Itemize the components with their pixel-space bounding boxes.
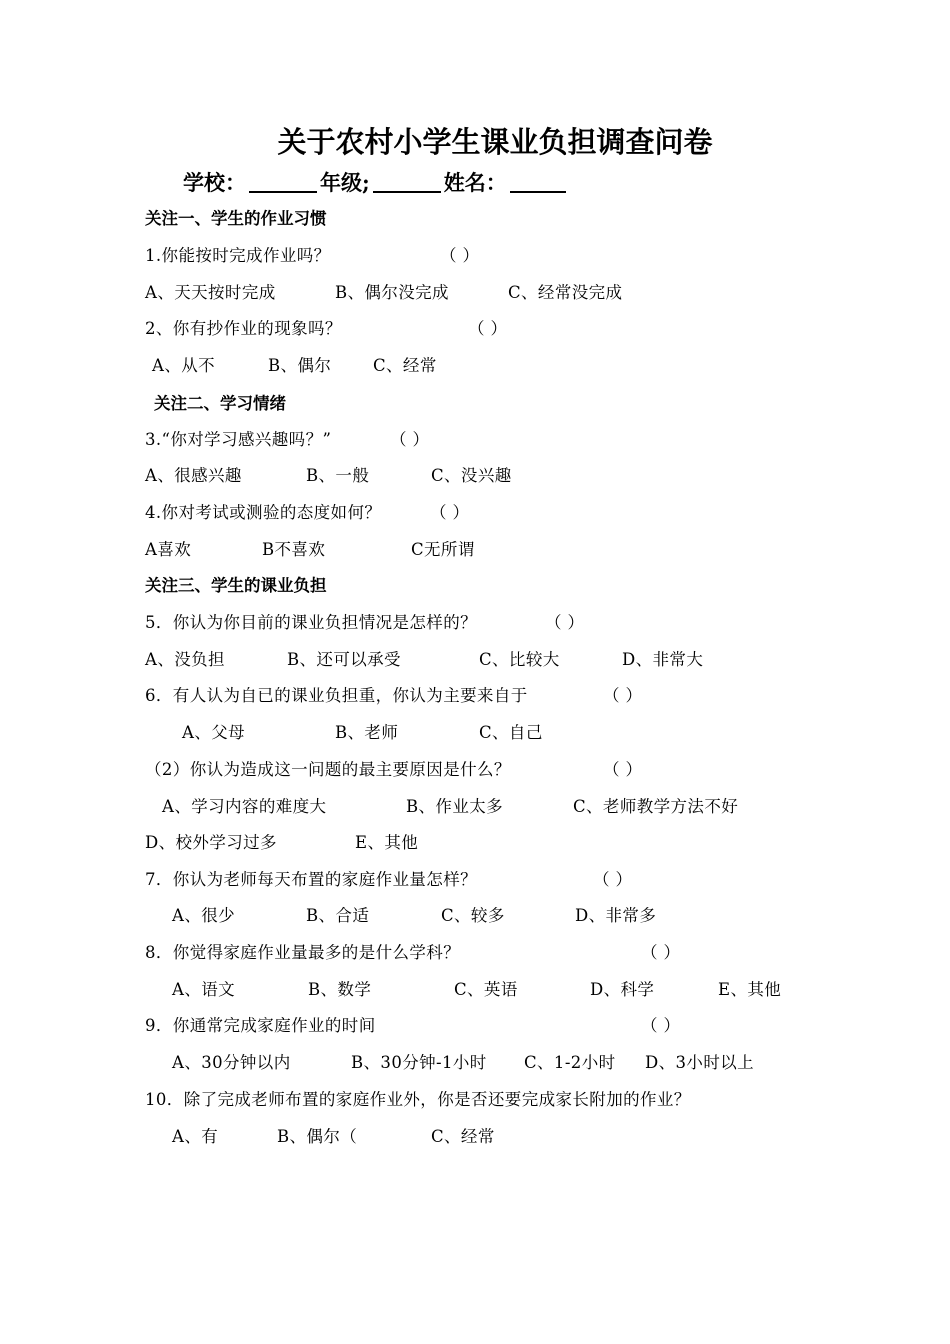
question-9: 9．你通常完成家庭作业的时间 <box>145 1016 376 1035</box>
q2-option-c[interactable]: C、经常 <box>373 356 437 375</box>
question-2-answer-paren[interactable]: （ ） <box>468 319 508 338</box>
q8-option-e[interactable]: E、其他 <box>718 980 782 999</box>
q6-option-a[interactable]: A、父母 <box>182 723 246 742</box>
q4-option-a[interactable]: A喜欢 <box>145 540 192 559</box>
q8-option-c[interactable]: C、英语 <box>454 980 518 999</box>
question-1-answer-paren[interactable]: （ ） <box>440 246 480 265</box>
question-7: 7．你认为老师每天布置的家庭作业量怎样？ <box>145 870 477 889</box>
q7-option-b[interactable]: B、合适 <box>306 906 370 925</box>
question-8: 8．你觉得家庭作业量最多的是什么学科？ <box>145 943 461 962</box>
q6-2-option-a[interactable]: A、学习内容的难度大 <box>162 797 327 816</box>
section-2-heading: 关注二、学习情绪 <box>154 394 286 413</box>
question-9-answer-paren[interactable]: （ ） <box>641 1016 681 1035</box>
q2-option-a[interactable]: A、从不 <box>152 356 216 375</box>
student-info-header <box>183 171 569 193</box>
q1-option-a[interactable]: A、天天按时完成 <box>145 283 276 302</box>
name-blank[interactable] <box>510 171 566 193</box>
question-8-answer-paren[interactable]: （ ） <box>641 943 681 962</box>
page-title: 关于农村小学生课业负担调查问卷 <box>277 125 713 159</box>
q10-option-a[interactable]: A、有 <box>172 1127 219 1146</box>
q6-2-option-b[interactable]: B、作业太多 <box>406 797 504 816</box>
question-3: 3.“你对学习感兴趣吗？” <box>145 430 332 449</box>
q6-option-c[interactable]: C、自己 <box>479 723 543 742</box>
school-blank[interactable] <box>249 171 317 193</box>
name-label: 姓名： <box>443 170 507 195</box>
q7-option-d[interactable]: D、非常多 <box>575 906 657 925</box>
q9-option-a[interactable]: A、30分钟以内 <box>172 1053 291 1072</box>
question-6-answer-paren[interactable]: （ ） <box>603 686 643 705</box>
q6-2-option-c[interactable]: C、老师教学方法不好 <box>573 797 739 816</box>
q7-option-a[interactable]: A、很少 <box>172 906 236 925</box>
question-2: 2、你有抄作业的现象吗？ <box>145 319 342 338</box>
q9-option-d[interactable]: D、3小时以上 <box>645 1053 755 1072</box>
q7-option-c[interactable]: C、较多 <box>441 906 505 925</box>
question-1: 1.你能按时完成作业吗？ <box>145 246 331 265</box>
question-6-2: （2）你认为造成这一问题的最主要原因是什么？ <box>145 760 511 779</box>
q6-2-option-e[interactable]: E、其他 <box>355 833 419 852</box>
q8-option-a[interactable]: A、语文 <box>172 980 236 999</box>
question-5: 5．你认为你目前的课业负担情况是怎样的？ <box>145 613 477 632</box>
q8-option-d[interactable]: D、科学 <box>590 980 655 999</box>
q6-2-option-d[interactable]: D、校外学习过多 <box>145 833 277 852</box>
q9-option-b[interactable]: B、30分钟-1小时 <box>351 1053 487 1072</box>
section-1-heading: 关注一、学生的作业习惯 <box>145 209 327 228</box>
grade-blank[interactable] <box>373 171 441 193</box>
grade-label: 年级; <box>320 170 370 195</box>
section-3-heading: 关注三、学生的课业负担 <box>145 576 327 595</box>
question-6-2-answer-paren[interactable]: （ ） <box>603 760 643 779</box>
q10-option-b[interactable]: B、偶尔（ <box>277 1127 358 1146</box>
q5-option-a[interactable]: A、没负担 <box>145 650 225 669</box>
school-label: 学校： <box>183 170 246 195</box>
q5-option-d[interactable]: D、非常大 <box>622 650 704 669</box>
q4-option-b[interactable]: B不喜欢 <box>262 540 326 559</box>
question-10: 10．除了完成老师布置的家庭作业外，你是否还要完成家长附加的作业？ <box>145 1090 691 1109</box>
q2-option-b[interactable]: B、偶尔 <box>268 356 332 375</box>
q10-option-c[interactable]: C、经常 <box>431 1127 495 1146</box>
question-4: 4.你对考试或测验的态度如何？ <box>145 503 382 522</box>
q8-option-b[interactable]: B、数学 <box>308 980 372 999</box>
question-4-answer-paren[interactable]: （ ） <box>430 503 470 522</box>
q3-option-b[interactable]: B、一般 <box>306 466 370 485</box>
q9-option-c[interactable]: C、1-2小时 <box>524 1053 616 1072</box>
question-7-answer-paren[interactable]: （ ） <box>593 870 633 889</box>
q4-option-c[interactable]: C无所谓 <box>411 540 475 559</box>
question-3-answer-paren[interactable]: （ ） <box>390 430 430 449</box>
q1-option-c[interactable]: C、经常没完成 <box>508 283 623 302</box>
q3-option-a[interactable]: A、很感兴趣 <box>145 466 242 485</box>
question-5-answer-paren[interactable]: （ ） <box>545 613 585 632</box>
q1-option-b[interactable]: B、偶尔没完成 <box>335 283 449 302</box>
q5-option-c[interactable]: C、比较大 <box>479 650 560 669</box>
q5-option-b[interactable]: B、还可以承受 <box>287 650 401 669</box>
q3-option-c[interactable]: C、没兴趣 <box>431 466 512 485</box>
question-6: 6．有人认为自已的课业负担重，你认为主要来自于 <box>145 686 528 705</box>
q6-option-b[interactable]: B、老师 <box>335 723 399 742</box>
